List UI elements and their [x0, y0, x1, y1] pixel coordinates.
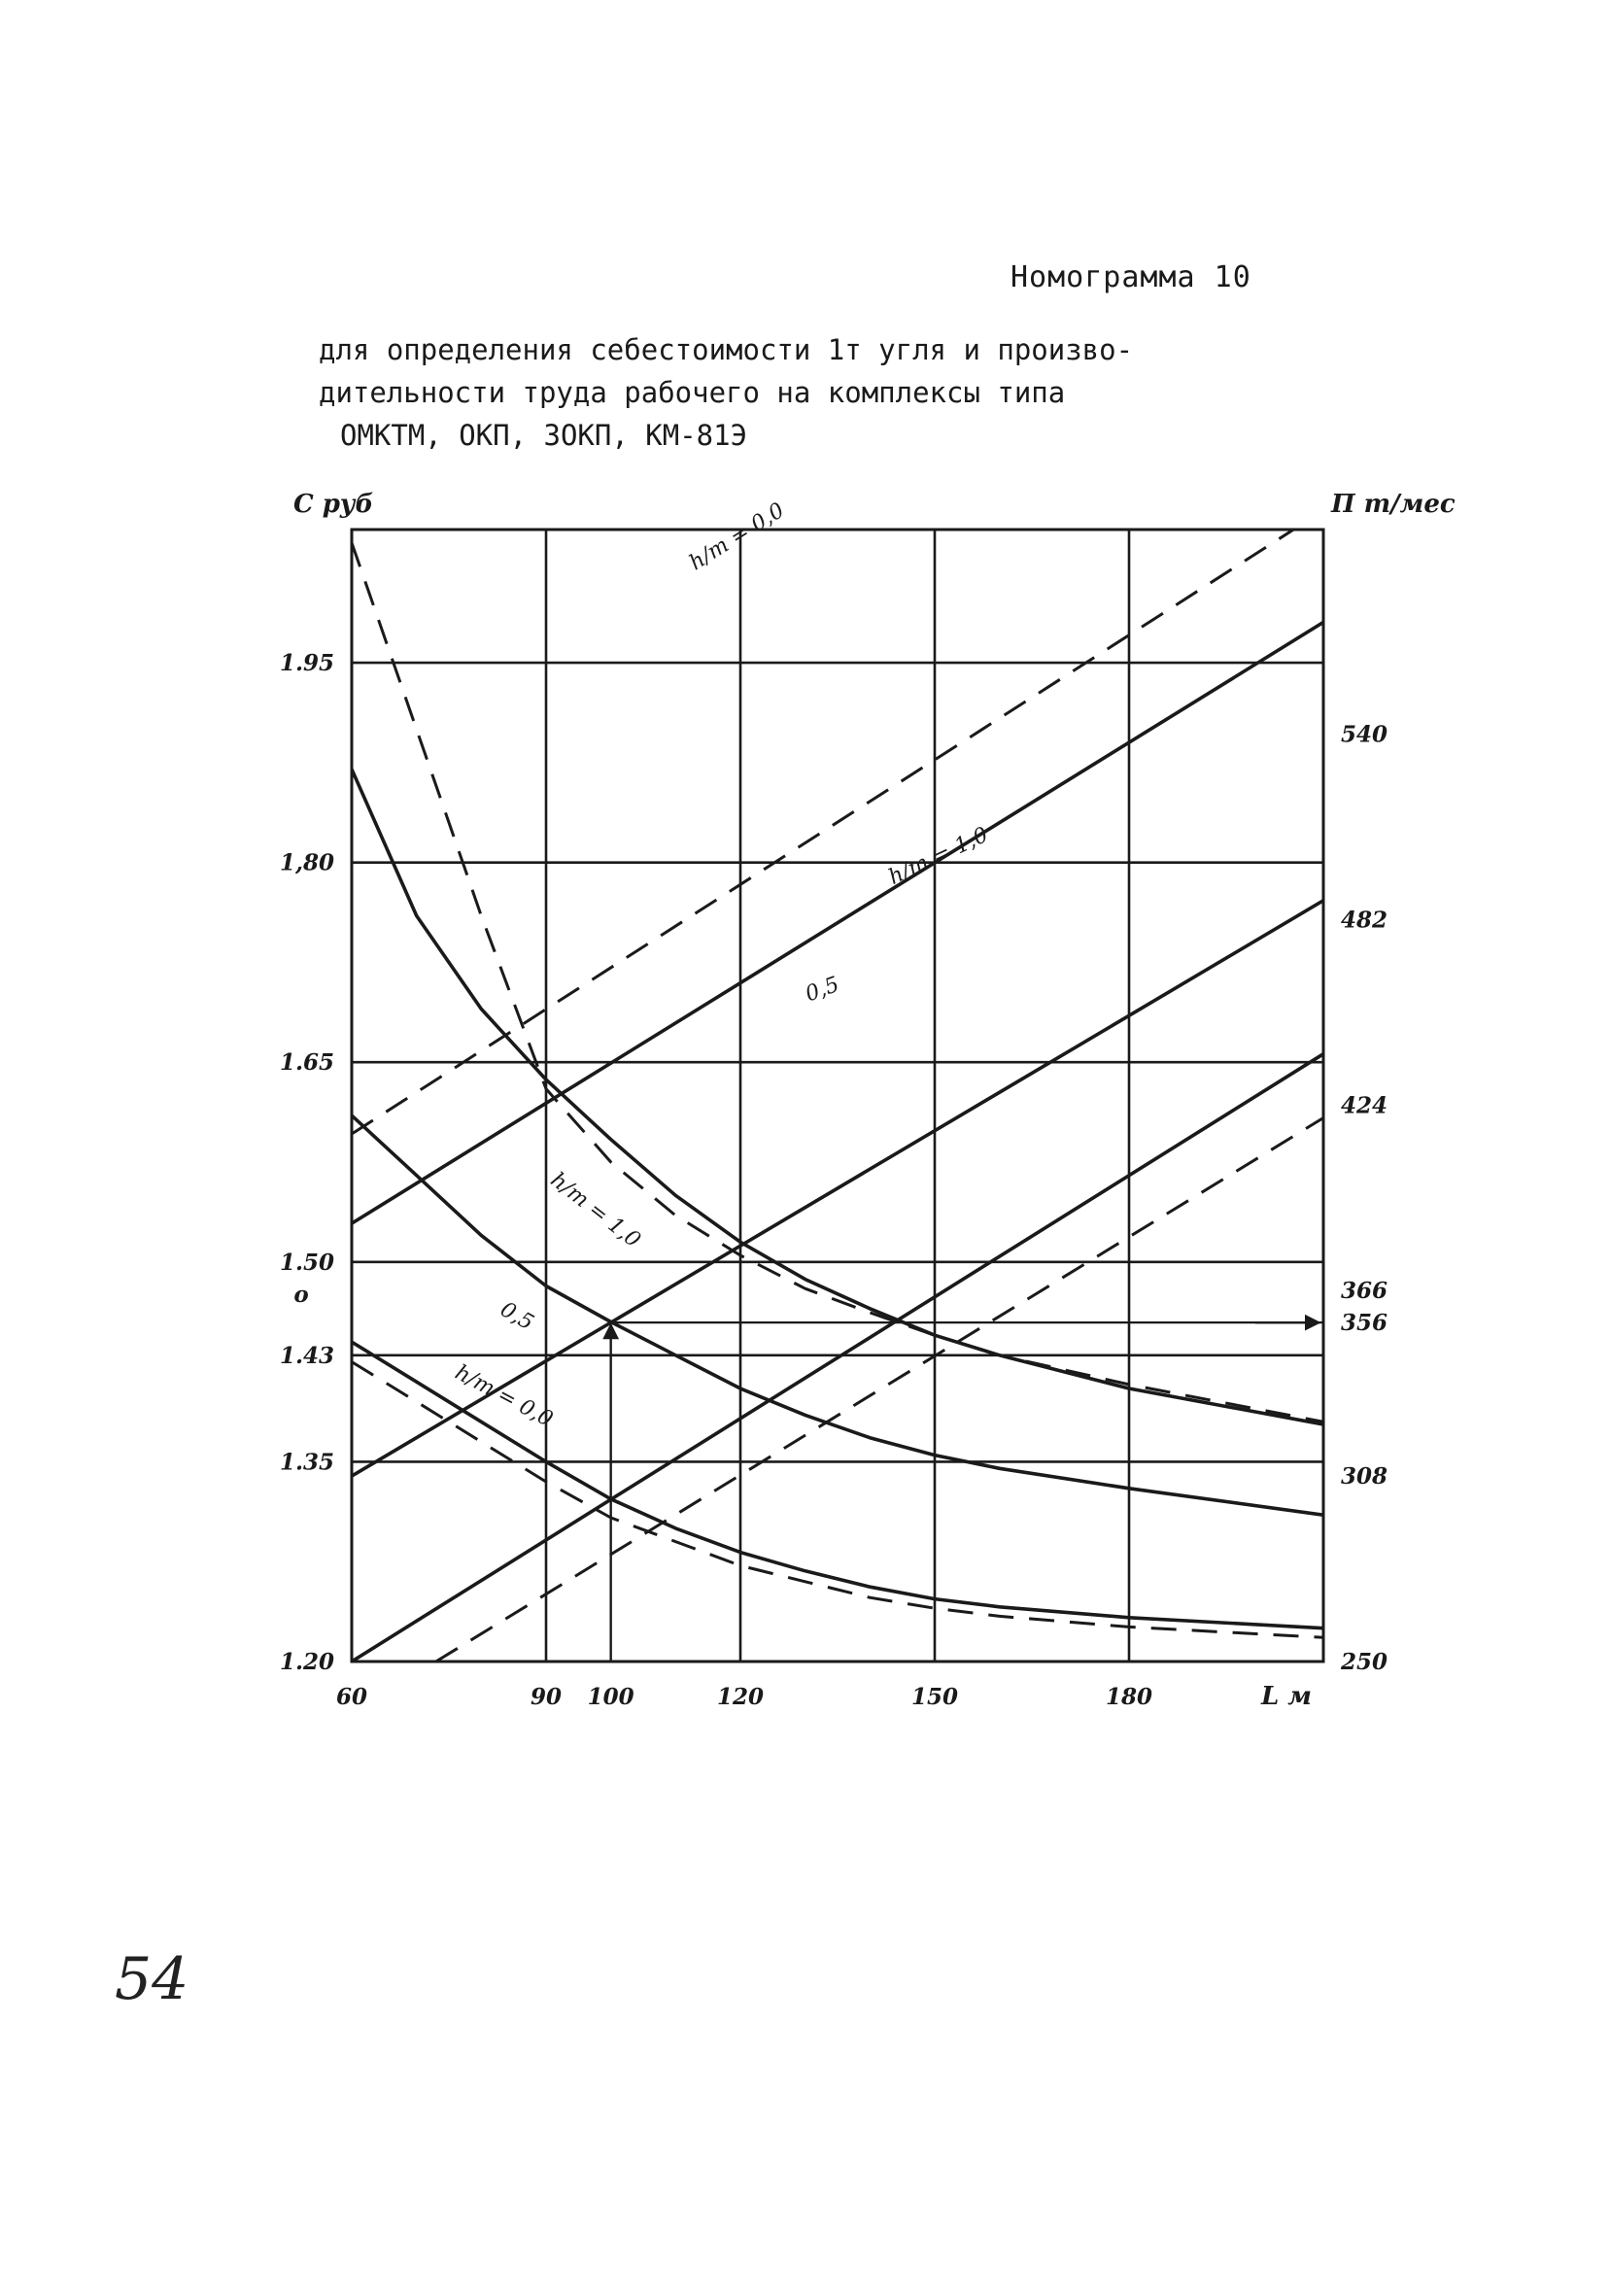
y-axis-label-left: C руб	[293, 490, 374, 519]
x-tick-label: 180	[1105, 1684, 1153, 1710]
x-tick-label: 90	[530, 1684, 563, 1710]
y-tick-right: 482	[1341, 907, 1388, 934]
y-tick-right: 356	[1341, 1310, 1388, 1337]
y-tick-right: 424	[1341, 1092, 1388, 1119]
subtitle-line: для определения себестоимости 1т угля и произво-	[319, 333, 1134, 366]
y-tick-left: 1.35	[279, 1449, 334, 1476]
curve-annotation: h/m = 1,0	[884, 822, 992, 890]
y-tick-right: 308	[1341, 1463, 1388, 1491]
x-tick-label: 60	[335, 1684, 368, 1710]
series-line-6	[352, 770, 1323, 1424]
series-line-0	[352, 510, 1323, 1134]
y-tick-left: 1.43	[279, 1342, 334, 1369]
y-tick-right: 366	[1341, 1278, 1388, 1305]
plot-frame	[352, 530, 1323, 1662]
x-axis-label: L м	[1260, 1682, 1312, 1711]
curve-annotation: 0,5	[496, 1297, 538, 1336]
curve-annotation: h/m = 1,0	[545, 1168, 645, 1253]
subtitle-line: ОМКТМ, ОКП, ЗОКП, КМ-81Э	[340, 419, 748, 452]
y-tick-left: 1.65	[279, 1049, 334, 1077]
y-tick-left: 1,80	[279, 849, 334, 876]
nomogram-title: Номограмма 10	[1011, 260, 1251, 294]
y-tick-left: 1.95	[279, 650, 334, 677]
x-tick-label: 100	[587, 1684, 634, 1710]
y-tick-right: 250	[1341, 1649, 1388, 1675]
page-number: 54	[115, 1945, 189, 2013]
y-tick-left: 1.20	[279, 1649, 334, 1675]
x-tick-label: 120	[716, 1684, 765, 1710]
left-axis-marker: o	[293, 1281, 309, 1308]
series-line-1	[352, 622, 1323, 1223]
y-axis-label-right: П т/мес	[1331, 490, 1456, 519]
curve-annotation: h/m = 0,0	[685, 497, 789, 576]
x-tick-label: 150	[910, 1684, 959, 1710]
series-line-3	[352, 1054, 1323, 1662]
subtitle-line: дительности труда рабочего на комплексы типа	[319, 376, 1066, 409]
curve-annotation: h/m = 0,0	[451, 1360, 557, 1432]
y-tick-right: 540	[1341, 721, 1388, 748]
y-tick-left: 1.50	[279, 1249, 334, 1276]
curve-annotation: 0,5	[802, 972, 843, 1008]
